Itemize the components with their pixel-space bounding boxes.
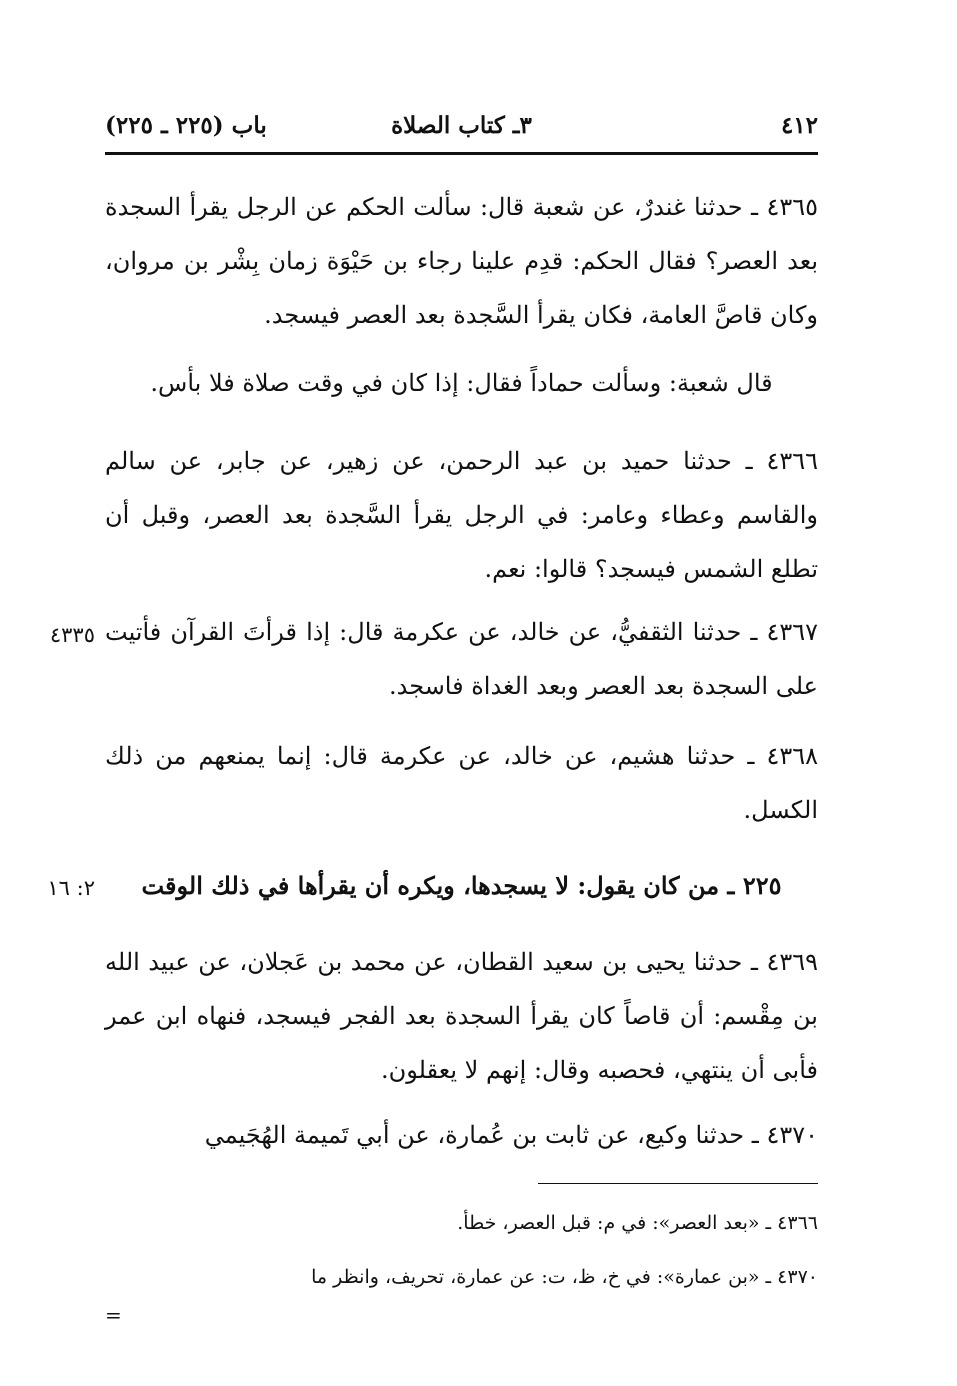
header-rule	[105, 152, 818, 155]
hadith-4370: ٤٣٧٠ ـ حدثنا وكيع، عن ثابت بن عُمارة، عن أبي تَميمة الهُجَيمي	[204, 1121, 818, 1149]
hadith-4365-continuation: قال شعبة: وسألت حماداً فقال: إذا كان في وقت صلاة فلا بأس.	[150, 369, 773, 397]
continuation-mark: =	[105, 1303, 122, 1327]
chapter-heading: ٢٢٥ ـ من كان يقول: لا يسجدها، ويكره أن يقرأها في ذلك الوقت	[141, 871, 782, 900]
page-number: ٤١٢	[780, 112, 818, 139]
margin-note-4335: ٤٣٣٥	[49, 623, 95, 647]
margin-note-volume-page: ٢: ١٦	[47, 876, 95, 900]
hadith-4369: ٤٣٦٩ ـ حدثنا يحيى بن سعيد القطان، عن محمد بن عَجلان، عن عبيد الله بن مِقْسم: أن قاصاً كان يقرأ السجدة بعد الفجر فيسجد، فنهاه ابن عمر فأبى أن ينتهي، فحصبه وقال: إنهم لا يعقلون.	[105, 948, 818, 1084]
hadith-4368: ٤٣٦٨ ـ حدثنا هشيم، عن خالد، عن عكرمة قال: إنما يمنعهم من ذلك الكسل.	[105, 742, 818, 824]
footnote-4370: ٤٣٧٠ ـ «بن عمارة»: في خ، ظ، ت: عن عمارة، تحريف، وانظر ما	[311, 1266, 818, 1288]
hadith-4367: ٤٣٦٧ ـ حدثنا الثقفيُّ، عن خالد، عن عكرمة قال: إذا قرأتَ القرآن فأتيت على السجدة بعد العصر وبعد الغداة فاسجد.	[105, 618, 818, 700]
footnote-rule	[538, 1183, 818, 1184]
book-title: ٣ـ كتاب الصلاة	[391, 112, 532, 139]
hadith-4365: ٤٣٦٥ ـ حدثنا غندرٌ، عن شعبة قال: سألت الحكم عن الرجل يقرأ السجدة بعد العصر؟ فقال الحكم: قدِم علينا رجاء بن حَيْوَة زمان بِشْر بن مروان، وكان قاصَّ العامة، فكان يقرأ السَّجدة بعد العصر فيسجد.	[105, 193, 818, 329]
hadith-4366: ٤٣٦٦ ـ حدثنا حميد بن عبد الرحمن، عن زهير، عن جابر، عن سالم والقاسم وعطاء وعامر: في الرجل يقرأ السَّجدة بعد العصر، وقبل أن تطلع الشمس فيسجد؟ قالوا: نعم.	[105, 447, 818, 583]
chapter-range: باب (٢٢٥ ـ ٢٢٥)	[105, 112, 267, 139]
page-header	[105, 104, 818, 150]
footnote-4366: ٤٣٦٦ ـ «بعد العصر»: في م: قبل العصر، خطأ.	[457, 1212, 818, 1234]
